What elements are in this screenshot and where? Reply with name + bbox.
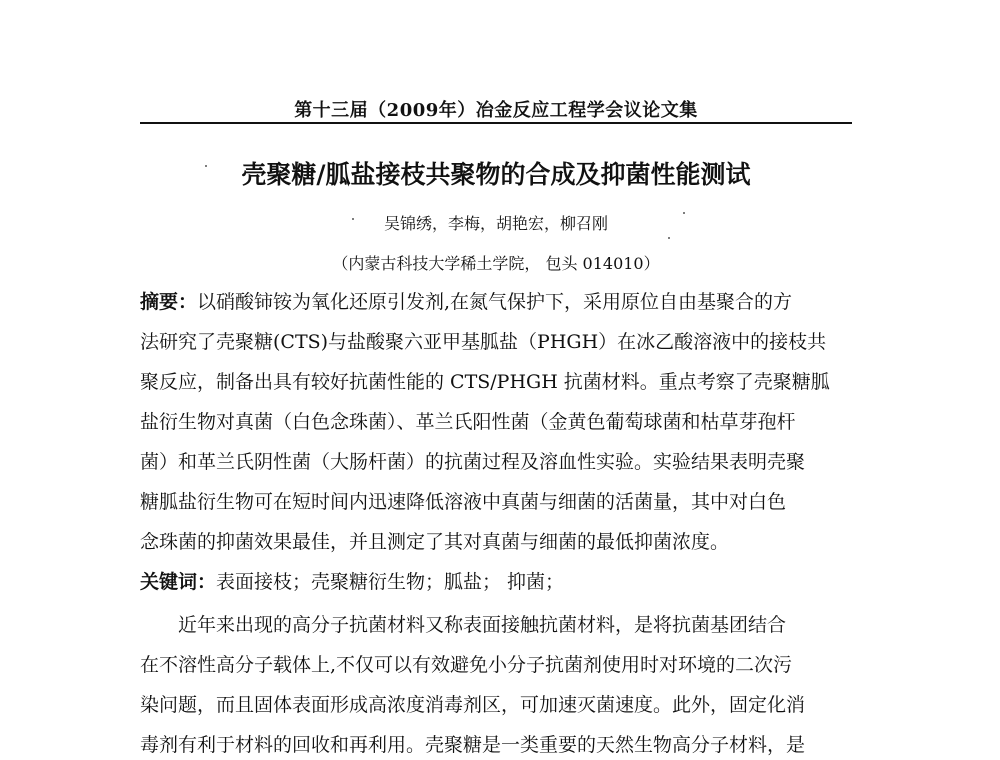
authors: 吴锦绣，李梅，胡艳宏，柳召刚 [383, 214, 608, 233]
body-line-1: 近年来出现的高分子抗菌材料又称表面接触抗菌材料，是将抗菌基团结合 [178, 614, 787, 636]
body-line-4: 毒剂有利于材料的回收和再利用。壳聚糖是一类重要的天然生物高分子材料，是 [140, 734, 806, 756]
scan-speck [683, 212, 685, 214]
abstract-text: 以硝酸铈铵为氧化还原引发剂,在氮气保护下，采用原位自由基聚合的方 [197, 291, 793, 313]
keywords-text: 表面接枝；壳聚糖衍生物；胍盐； 抑菌； [216, 571, 565, 593]
scan-speck [668, 237, 670, 239]
abstract-line-5: 菌）和革兰氏阴性菌（大肠杆菌）的抗菌过程及溶血性实验。实验结果表明壳聚 [140, 451, 806, 473]
header-rule [140, 122, 852, 124]
abstract-line-4: 盐衍生物对真菌（白色念珠菌）、革兰氏阳性菌（金黄色葡萄球菌和枯草芽孢杆 [140, 411, 796, 433]
affiliation: （内蒙古科技大学稀土学院， 包头 014010） [332, 254, 660, 273]
abstract-line-3: 聚反应，制备出具有较好抗菌性能的 CTS/PHGH 抗菌材料。重点考察了壳聚糖胍 [140, 371, 830, 393]
abstract-line-2: 法研究了壳聚糖(CTS)与盐酸聚六亚甲基胍盐（PHGH）在冰乙酸溶液中的接枝共 [140, 331, 827, 353]
abstract-line-6: 糖胍盐衍生物可在短时间内迅速降低溶液中真菌与细菌的活菌量，其中对白色 [140, 491, 787, 513]
abstract-line-7: 念珠菌的抑菌效果最佳，并且测定了其对真菌与细菌的最低抑菌浓度。 [140, 531, 730, 553]
scan-speck [352, 218, 354, 220]
keywords-label: 关键词： [140, 571, 217, 593]
keywords-line [140, 570, 852, 594]
body-line-3: 染问题，而且固体表面形成高浓度消毒剂区，可加速灭菌速度。此外，固定化消 [140, 694, 806, 716]
scan-speck [205, 165, 207, 167]
abstract-label: 摘要： [140, 291, 198, 313]
body-line-2: 在不溶性高分子载体上,不仅可以有效避免小分子抗菌剂使用时对环境的二次污 [140, 654, 793, 676]
running-header: 第十三届（2009年）冶金反应工程学会议论文集 [294, 100, 698, 121]
paper-title: 壳聚糖/胍盐接枝共聚物的合成及抑菌性能测试 [241, 160, 751, 189]
abstract-line-1 [140, 290, 852, 314]
